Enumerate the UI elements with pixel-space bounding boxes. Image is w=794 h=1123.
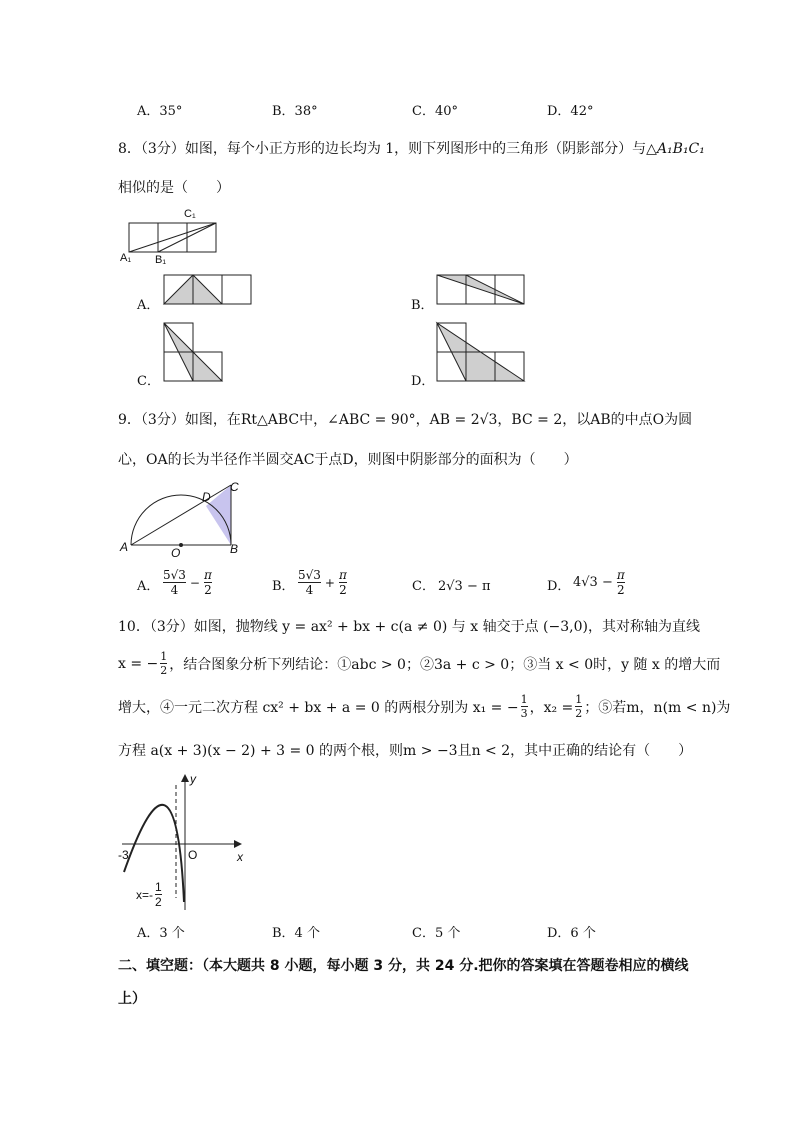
q10-line2-frac-den: 2 (160, 664, 168, 677)
q8-option-a-figure (164, 275, 254, 307)
q10-symmetry-label (136, 880, 162, 909)
q10-line3-start: 增大，④一元二次方程 cx² + bx + a = 0 的两根分别为 x₁ = − (118, 699, 519, 716)
q8-label-b1: B₁ (155, 254, 167, 266)
q10-sym-den: 2 (155, 895, 162, 909)
section2-heading-line1: 二、填空题：（本大题共 8 小题，每小题 3 分，共 24 分.把你的答案填在答题卷相应的横线 (118, 958, 689, 974)
q10-line2 (118, 650, 720, 677)
q8-stem-line2: 相似的是（ ） (118, 180, 230, 196)
q10-line2-rest: ，结合图象分析下列结论：①abc > 0；②3a + c > 0；③当 x < 0时，y 随 x 的增大而 (169, 656, 721, 673)
q9-option-c-label: C． (412, 579, 435, 594)
q8-stem (118, 139, 705, 159)
q9-b-den: 4 (298, 582, 321, 597)
q9-d-num2: π (616, 568, 625, 582)
q9-a-frac2 (204, 568, 212, 597)
q10-label-neg3: -3 (118, 848, 129, 862)
q8-option-d-figure (437, 323, 529, 385)
q10-sym-frac (155, 880, 162, 909)
q10-line3-frac2-num: 1 (575, 693, 583, 706)
q7-option-b: B．38° (272, 104, 318, 119)
q10-line3-frac1-den: 3 (520, 707, 528, 720)
q10-line2-frac-num: 1 (160, 650, 168, 663)
q10-option-b: B．4 个 (272, 926, 320, 941)
q9-a-op: − (189, 575, 200, 590)
q9-label-a: A (120, 540, 129, 554)
q7-option-a: A．35° (137, 104, 183, 119)
q8-option-a-label: A． (137, 298, 160, 313)
q9-a-den2: 2 (204, 583, 212, 597)
q9-b-frac1 (298, 568, 321, 597)
q9-a-num: 5√3 (163, 568, 186, 582)
q9-a-frac1 (163, 568, 186, 597)
q9-d-den2: 2 (616, 583, 625, 597)
q9-a-num2: π (203, 568, 212, 582)
q8-option-b-figure (437, 275, 527, 307)
q9-stem-line2: 心，OA的长为半径作半圆交AC于点D，则图中阴影部分的面积为（ ） (118, 452, 578, 468)
q10-line3-frac1-num: 1 (520, 693, 528, 706)
q10-label-x: x (237, 850, 243, 864)
q9-option-d-label: D． (547, 579, 571, 594)
q10-line3 (118, 693, 730, 720)
q10-sym-text: x=- (136, 887, 154, 902)
q9-b-num: 5√3 (298, 568, 321, 582)
q8-option-b-label: B． (411, 298, 434, 313)
q10-label-origin: O (188, 848, 198, 862)
q9-figure (124, 480, 244, 552)
q9-b-den2: 2 (339, 583, 347, 597)
q8-option-c-figure (164, 323, 226, 385)
q10-option-c: C．5 个 (412, 926, 461, 941)
q9-option-c-expr: 2√3 − π (438, 579, 491, 594)
q9-option-a-label: A． (137, 579, 160, 594)
q8-triangle-name: A₁B₁C₁ (656, 141, 705, 157)
q10-line2-start: x = − (118, 655, 159, 672)
q10-option-a: A．3 个 (137, 926, 185, 941)
q9-label-c: C (230, 480, 239, 494)
q9-option-a-expr (163, 568, 212, 597)
q10-line4: 方程 a(x + 3)(x − 2) + 3 = 0 的两个根，则m > −3且n < 2，其中正确的结论有（ ） (118, 743, 693, 759)
q10-line3-end: ；⑤若m，n(m < n)为 (584, 699, 731, 716)
q7-option-d: D．42° (547, 104, 594, 119)
q8-reference-figure (125, 212, 225, 268)
q7-option-c: C．40° (412, 104, 458, 119)
q9-b-op: + (324, 575, 335, 590)
q10-line3-frac2 (575, 693, 582, 720)
q9-d-frac (617, 568, 625, 597)
q9-stem-line1: 9．（3分）如图，在Rt△ABC中，∠ABC = 90°，AB = 2√3，BC = 2，以AB的中点O为圆 (118, 412, 693, 428)
q10-line2-frac (160, 650, 167, 677)
q9-option-b-label: B． (272, 579, 295, 594)
section2-heading-line2: 上） (118, 991, 146, 1007)
q9-b-num2: π (338, 568, 347, 582)
q9-label-d: D (202, 490, 211, 504)
q10-line3-mid: ，x₂ = (529, 699, 574, 716)
q9-label-o: O (171, 546, 181, 560)
q9-option-b-expr (298, 568, 347, 597)
q8-label-a1: A₁ (120, 252, 132, 264)
q10-line1: 10．（3分）如图，抛物线 y = ax² + bx + c(a ≠ 0) 与 x 轴交于点 (−3,0)，其对称轴为直线 (118, 619, 700, 635)
q9-d-pre: 4√3 − (573, 575, 613, 590)
q8-label-c1: C₁ (184, 208, 196, 220)
q8-stem-text: 8．（3分）如图，每个小正方形的边长均为 1，则下列图形中的三角形（阴影部分）与△ (118, 141, 657, 157)
q10-line3-frac1 (521, 693, 528, 720)
q10-label-y: y (190, 772, 196, 786)
q10-option-d: D．6 个 (547, 926, 596, 941)
q9-label-b: B (230, 542, 239, 556)
q9-option-d-expr (573, 568, 625, 597)
q9-a-den: 4 (163, 582, 186, 597)
q10-line3-frac2-den: 2 (575, 707, 583, 720)
q9-b-frac2 (339, 568, 347, 597)
q10-sym-num: 1 (155, 880, 162, 894)
q8-option-d-label: D． (411, 374, 435, 389)
q8-option-c-label: C． (137, 374, 160, 389)
